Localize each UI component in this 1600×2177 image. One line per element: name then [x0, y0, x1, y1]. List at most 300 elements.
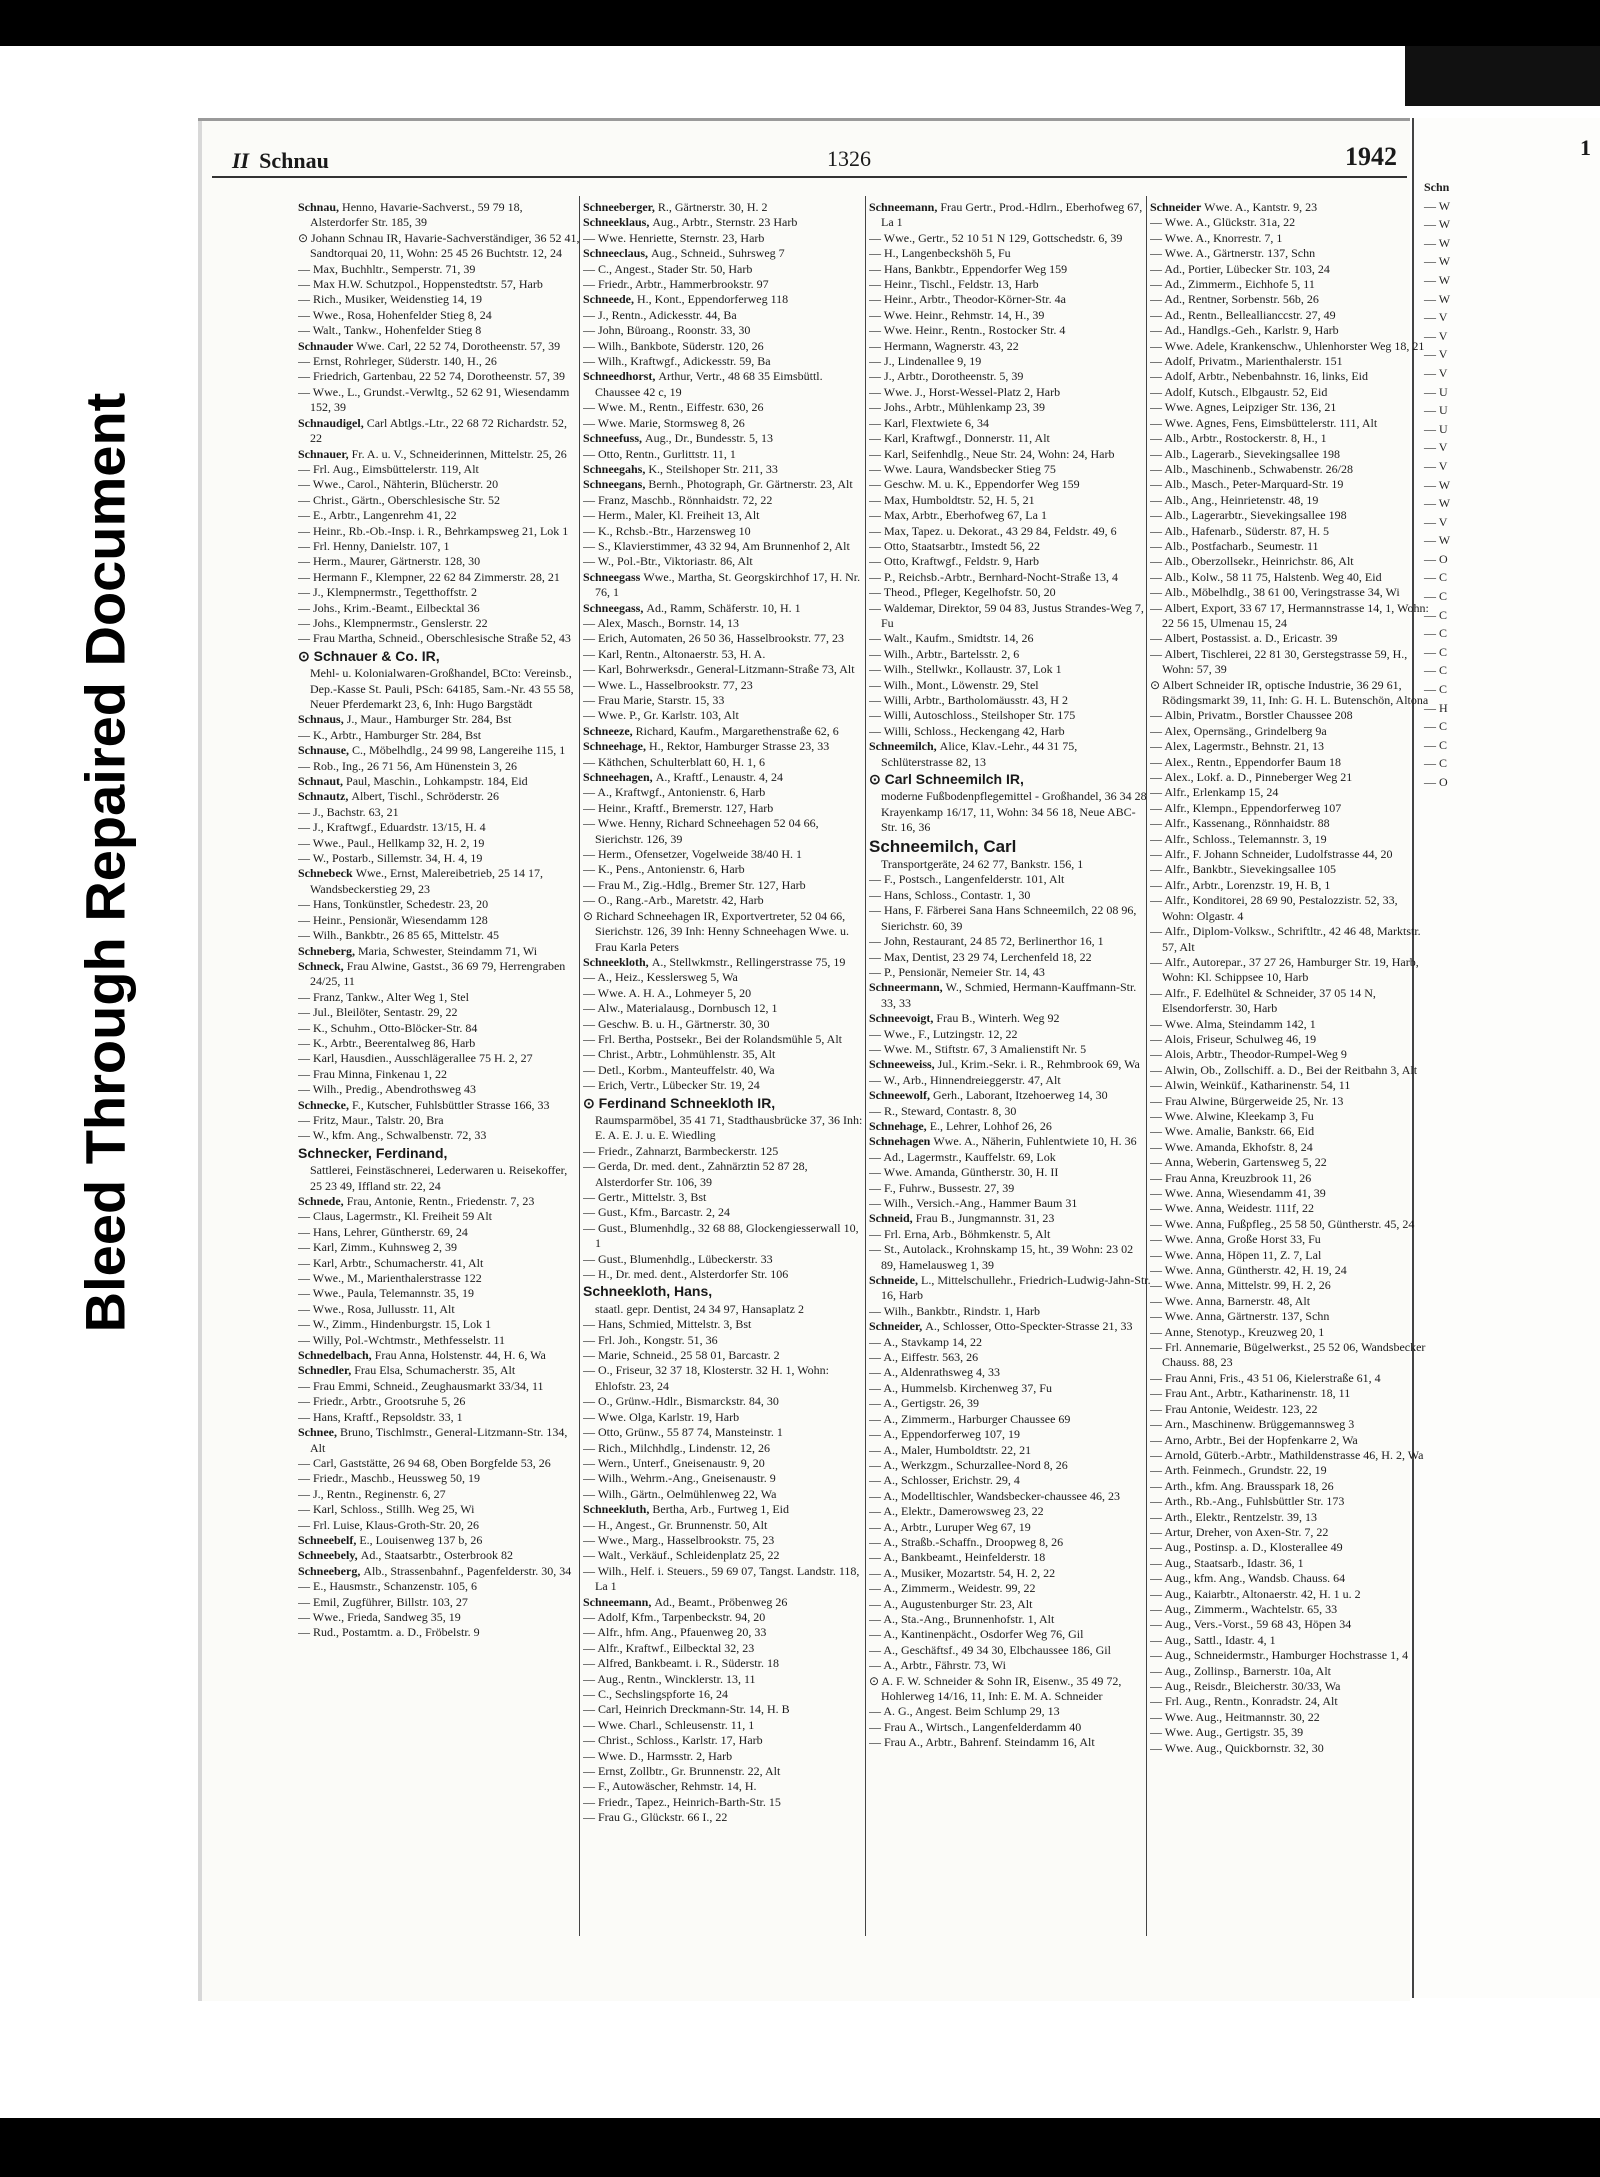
next-page-line: — C — [1424, 737, 1448, 752]
directory-entry — [869, 1674, 1151, 1705]
entry-details: — Alb., Lagerarbtr., Sievekingsallee 198 — [1150, 508, 1347, 523]
entry-details: — Alb., Postfacharb., Seumestr. 11 — [1150, 538, 1319, 553]
entry-details: — Aug., Sattl., Idastr. 4, 1 — [1150, 1632, 1276, 1647]
directory-entry — [298, 1333, 580, 1348]
directory-entry — [583, 1518, 865, 1533]
directory-entry — [869, 431, 1151, 446]
directory-entry — [583, 1672, 865, 1687]
entry-details: — Alb., Ang., Heinrietenstr. 48, 19 — [1150, 492, 1319, 507]
directory-entry — [869, 277, 1151, 292]
entry-details: — Hans, Bankbtr., Eppendorfer Weg 159 — [869, 261, 1068, 276]
directory-entry — [298, 805, 580, 820]
entry-details: — Alb., Oberzollsekr., Heinrichstr. 86, Alt — [1150, 554, 1354, 569]
directory-entry — [1150, 1309, 1432, 1324]
entry-surname: Schneider, — [869, 1319, 926, 1334]
next-page-line: — W — [1424, 254, 1451, 269]
entry-details: — S., Klavierstimmer, 43 32 94, Am Brunnenhof 2, Alt — [583, 538, 850, 553]
directory-entry — [298, 1487, 580, 1502]
directory-entry — [583, 400, 865, 415]
directory-entry — [298, 369, 580, 384]
directory-entry — [1150, 847, 1432, 862]
entry-details: — K., Schuhm., Otto-Blöcker-Str. 84 — [298, 1020, 478, 1035]
entry-details: — Wwe. A., Gärtnerstr. 137, Schn — [1150, 246, 1316, 261]
directory-entry — [583, 739, 865, 754]
entry-details: — H., Dr. med. dent., Alsterdorfer Str. 106 — [583, 1267, 789, 1282]
directory-entry — [583, 354, 865, 369]
entry-details: Frau Gertr., Prod.-Hdlrn., Eberhofweg 67, La 1 — [881, 200, 1143, 230]
next-page-number-fragment: 1 — [1580, 135, 1591, 160]
next-page-line: — W — [1424, 198, 1451, 213]
directory-entry — [583, 369, 865, 400]
entry-details: — K., Rchsb.-Btr., Harzensweg 10 — [583, 523, 751, 538]
entry-details: — Wilh., Bankbtr., 26 85 65, Mittelstr. 45 — [298, 928, 499, 943]
directory-entry — [583, 1394, 865, 1409]
directory-entry — [869, 1489, 1151, 1504]
directory-entry — [869, 246, 1151, 261]
running-head — [232, 148, 329, 174]
entry-details: — Alex, Lagermstr., Behnstr. 21, 13 — [1150, 739, 1324, 754]
directory-entry — [869, 1473, 1151, 1488]
entry-details: Ad., Beamt., Pröbenweg 26 — [654, 1594, 788, 1609]
entry-details: — Gust., Kfm., Barcastr. 2, 24 — [583, 1205, 730, 1220]
directory-entry — [298, 1098, 580, 1113]
entry-details: Frau B., Jungmannstr. 31, 23 — [915, 1211, 1055, 1226]
entry-details: — P., Pensionär, Nemeier Str. 14, 43 — [869, 964, 1045, 979]
entry-details: — Karl, Rentn., Altonaerstr. 53, H. A. — [583, 646, 766, 661]
entry-details: J., Maur., Hamburger Str. 284, Bst — [346, 712, 512, 727]
entry-details: — Arth., Rb.-Ang., Fuhlsbüttler Str. 173 — [1150, 1494, 1345, 1509]
entry-details: — Wwe. Henriette, Sternstr. 23, Harb — [583, 230, 765, 245]
directory-entry — [1150, 770, 1432, 785]
entry-details: — Arn., Maschinenw. Brüggemannsweg 3 — [1150, 1417, 1355, 1432]
entry-details: Paul, Maschin., Lohkampstr. 184, Eid — [346, 774, 528, 789]
firm-heading: Schneekloth, Hans, — [583, 1283, 713, 1300]
entry-details: — Ad., Rentner, Sorbenstr. 56b, 26 — [1150, 292, 1319, 307]
entry-details: — Arno, Arbtr., Bei der Hopfenkarre 2, Wa — [1150, 1432, 1358, 1447]
entry-details: A., Schlosser, Otto-Speckter-Strasse 21, 33 — [925, 1319, 1133, 1334]
directory-entry — [869, 1520, 1151, 1535]
directory-entry — [298, 728, 580, 743]
entry-surname: Schneehagen, — [583, 770, 656, 785]
entry-details: — Alois, Friseur, Schulweg 46, 19 — [1150, 1031, 1317, 1046]
entry-details: — Wwe. Charl., Schleusenstr. 11, 1 — [583, 1717, 755, 1732]
entry-surname: Schnauder — [298, 338, 357, 353]
entry-details: — Wwe. Agnes, Fens, Eimsbüttelerstr. 111, Alt — [1150, 415, 1378, 430]
entry-details: — Frl. Bertha, Postsekr., Bei der Rolandsmühle 5, Alt — [583, 1031, 842, 1046]
directory-entry — [869, 772, 1151, 836]
directory-entry — [583, 785, 865, 800]
directory-entry — [583, 1779, 865, 1794]
directory-entry — [583, 616, 865, 631]
entry-details: — Gerda, Dr. med. dent., Zahnärztin 52 87 28, Alsterdorfer Str. 106, 39 — [583, 1159, 808, 1189]
directory-entry — [869, 493, 1151, 508]
directory-entry — [1150, 369, 1432, 384]
entry-details: A., Kraftf., Lenaustr. 4, 24 — [655, 770, 783, 785]
directory-entry — [869, 601, 1151, 632]
entry-details: — Johs., Arbtr., Mühlenkamp 23, 39 — [869, 400, 1045, 415]
directory-entry — [298, 323, 580, 338]
directory-entry — [583, 1001, 865, 1016]
entry-details: K., Steilshoper Str. 211, 33 — [648, 461, 778, 476]
entry-details: — Wwe. Anna, Güntherstr. 42, H. 19, 24 — [1150, 1263, 1347, 1278]
directory-entry — [583, 1471, 865, 1486]
entry-details: Mehl- u. Kolonialwaren-Großhandel, BCto: Vereinsb., Dep.-Kasse St. Pauli, PSch: 64185, Sam.-Nr. 43 55 58, Neuer Pferdemarkt 23, 6, Inh: Hugo Bargstädt — [310, 666, 574, 711]
directory-entry — [869, 1196, 1151, 1211]
directory-entry — [869, 1658, 1151, 1673]
entry-details: — O., Rang.-Arb., Maretstr. 42, Harb — [583, 893, 764, 908]
directory-entry — [583, 1764, 865, 1779]
directory-entry — [583, 1625, 865, 1640]
entry-details: — Erich, Automaten, 26 50 36, Hasselbrookstr. 77, 23 — [583, 631, 844, 646]
entry-details: — J., Kraftwgf., Eduardstr. 13/15, H. 4 — [298, 820, 486, 835]
entry-details: — Max, Buchhltr., Semperstr. 71, 39 — [298, 261, 476, 276]
directory-entry — [1150, 200, 1432, 215]
directory-entry — [298, 277, 580, 292]
next-page-line: — V — [1424, 458, 1448, 473]
directory-entry — [1150, 1371, 1432, 1386]
entry-details: Alice, Klav.-Lehr., 44 31 75, Schlüterstrasse 82, 13 — [881, 739, 1078, 769]
directory-entry — [869, 323, 1151, 338]
directory-entry — [1150, 1248, 1432, 1263]
directory-entry — [583, 862, 865, 877]
entry-details: — Alb., Maschinenb., Schwabenstr. 26/28 — [1150, 461, 1353, 476]
directory-entry — [1150, 631, 1432, 646]
directory-entry — [583, 1410, 865, 1425]
directory-entry — [869, 1042, 1151, 1057]
entry-surname: Schneebely, — [298, 1548, 361, 1563]
directory-entry — [869, 1566, 1151, 1581]
entry-details: — Aug., Vers.-Vorst., 59 68 43, Höpen 34 — [1150, 1617, 1352, 1632]
entry-details: — Karl, Kraftwgf., Donnerstr. 11, Alt — [869, 431, 1050, 446]
entry-details: W., Schmied, Hermann-Kauffmann-Str. 33, 33 — [881, 980, 1137, 1010]
directory-entry — [298, 1225, 580, 1240]
entry-details: — A., Schlosser, Erichstr. 29, 4 — [869, 1473, 1020, 1488]
entry-details: — Hermann, Wagnerstr. 43, 22 — [869, 338, 1019, 353]
directory-entry — [1150, 231, 1432, 246]
entry-details: — Waldemar, Direktor, 59 04 83, Justus Strandes-Weg 7, Fu — [869, 600, 1144, 630]
entry-details: — Wilh., Bankbtr., Rindstr. 1, Harb — [869, 1303, 1040, 1318]
directory-entry — [583, 308, 865, 323]
directory-entry — [869, 539, 1151, 554]
directory-entry — [1150, 1463, 1432, 1478]
entry-details: — A., Straßb.-Schaffn., Droopweg 8, 26 — [869, 1534, 1064, 1549]
directory-entry — [869, 1073, 1151, 1088]
entry-surname: Schnebeck — [298, 866, 356, 881]
directory-entry — [298, 928, 580, 943]
entry-details: — Alfr., hfm. Ang., Pfauenweg 20, 33 — [583, 1625, 767, 1640]
entry-details: — Wwe. M., Rentn., Eiffestr. 630, 26 — [583, 400, 764, 415]
entry-details: — Ad., Portier, Lübecker Str. 103, 24 — [1150, 261, 1330, 276]
entry-details: — Friedrich, Gartenbau, 22 52 74, Dorotheenstr. 57, 39 — [298, 369, 565, 384]
entry-details: — Anne, Stenotyp., Kreuzweg 20, 1 — [1150, 1324, 1325, 1339]
directory-entry — [1150, 1571, 1432, 1586]
directory-entry — [583, 847, 865, 862]
directory-entry — [869, 1165, 1151, 1180]
directory-entry — [869, 1704, 1151, 1719]
entry-surname: Schnaudigel, — [298, 415, 367, 430]
directory-entry — [298, 759, 580, 774]
directory-entry — [1150, 585, 1432, 600]
directory-entry — [583, 986, 865, 1001]
entry-details: — Frau Emmi, Schneid., Zeughausmarkt 33/34, 11 — [298, 1378, 544, 1393]
directory-entry — [1150, 1325, 1432, 1340]
entry-details: — A., Aldenrathsweg 4, 33 — [869, 1365, 1000, 1380]
entry-details: Frau B., Winterh. Weg 92 — [936, 1011, 1060, 1026]
entry-details: — Wwe. P., Gr. Karlstr. 103, Alt — [583, 708, 739, 723]
directory-entry — [298, 385, 580, 416]
entry-surname: Schneekluth, — [583, 1502, 653, 1517]
directory-entry — [583, 1190, 865, 1205]
entry-details: — Wwe. Agnes, Leipziger Str. 136, 21 — [1150, 400, 1337, 415]
directory-entry — [298, 1348, 580, 1363]
directory-entry — [869, 724, 1151, 739]
entry-details: — Hans, F. Färberei Sana Hans Schneemilch, 22 08 96, Sierichstr. 60, 39 — [869, 903, 1137, 933]
directory-entry — [1150, 785, 1432, 800]
entry-details: — Frau G., Glückstr. 66 I., 22 — [583, 1810, 728, 1825]
directory-entry — [583, 323, 865, 338]
directory-entry — [583, 1159, 865, 1190]
directory-entry — [583, 1252, 865, 1267]
entry-details: — Franz, Maschb., Rönnhaidstr. 72, 22 — [583, 492, 773, 507]
entry-details: — Frau Anni, Fris., 43 51 06, Kielerstraße 61, 4 — [1150, 1370, 1381, 1385]
directory-entry — [583, 1548, 865, 1563]
entry-details: — Franz, Tankw., Alter Weg 1, Stel — [298, 989, 469, 1004]
entry-details: — Wwe., Gertr., 52 10 51 N 129, Gottschedstr. 6, 39 — [869, 230, 1123, 245]
entry-details: — Wwe. Anna, Mittelstr. 99, H. 2, 26 — [1150, 1278, 1331, 1293]
entry-surname: Schneeklaus, — [583, 215, 653, 230]
directory-entry — [869, 950, 1151, 965]
entry-details: — Wwe. J., Horst-Wessel-Platz 2, Harb — [869, 384, 1061, 399]
directory-entry — [869, 554, 1151, 569]
entry-details: — Adolf, Kutsch., Elbgaustr. 52, Eid — [1150, 384, 1328, 399]
entry-surname: Schneehage, — [583, 739, 649, 754]
entry-details: — Alfr., F. Johann Schneider, Ludolfstrasse 44, 20 — [1150, 847, 1393, 862]
entry-details: — P., Reichsb.-Arbtr., Bernhard-Nocht-Straße 13, 4 — [869, 569, 1118, 584]
directory-entry — [869, 1088, 1151, 1103]
directory-entry — [1150, 1094, 1432, 1109]
directory-entry — [869, 631, 1151, 646]
entry-details: — A., Zimmerm., Weidestr. 99, 22 — [869, 1581, 1036, 1596]
directory-entry — [298, 836, 580, 851]
entry-details: — Friedr., Maschb., Heussweg 50, 19 — [298, 1471, 480, 1486]
entry-details: — Friedr., Zahnarzt, Barmbeckerstr. 125 — [583, 1143, 779, 1158]
entry-details: Frau Elsa, Schumacherstr. 35, Alt — [354, 1363, 516, 1378]
directory-entry — [869, 400, 1151, 415]
entry-details: Aug., Dr., Bundesstr. 5, 13 — [645, 431, 774, 446]
directory-entry — [298, 774, 580, 789]
directory-entry — [583, 1078, 865, 1093]
entry-details: — Wwe., M., Marienthalerstrasse 122 — [298, 1271, 482, 1286]
entry-surname: Schnee, — [298, 1425, 340, 1440]
directory-entry — [583, 539, 865, 554]
entry-details: — H., Angest., Gr. Brunnenstr. 50, Alt — [583, 1517, 768, 1532]
directory-entry — [869, 1643, 1151, 1658]
directory-entry — [298, 601, 580, 616]
next-page-line: — W — [1424, 235, 1451, 250]
entry-details: — Max, Dentist, 23 29 74, Lerchenfeld 18, 22 — [869, 949, 1092, 964]
entry-details: E., Louisenweg 137 b, 26 — [359, 1532, 483, 1547]
entry-details: — Alb., Hafenarb., Süderstr. 87, H. 5 — [1150, 523, 1329, 538]
entry-details: — A., Elektr., Damerowsweg 23, 22 — [869, 1504, 1044, 1519]
entry-details: — Adolf, Arbtr., Nebenbahnstr. 16, links, Eid — [1150, 369, 1368, 384]
directory-entry — [1150, 1155, 1432, 1170]
entry-details: — Wwe. Henny, Richard Schneehagen 52 04 66, Sierichstr. 126, 39 — [583, 816, 819, 846]
entry-details: Wwe. A., Näherin, Fuhlentwiete 10, H. 36 — [933, 1134, 1137, 1149]
next-page-line: — W — [1424, 291, 1451, 306]
directory-entry — [583, 816, 865, 847]
entry-details: — Otto, Rentn., Gurlittstr. 11, 1 — [583, 446, 736, 461]
directory-entry — [869, 1134, 1151, 1149]
directory-entry — [869, 980, 1151, 1011]
directory-entry — [869, 1381, 1151, 1396]
entry-surname: Schneberg, — [298, 943, 358, 958]
entry-details: — Ad., Zimmerm., Eichhofe 5, 11 — [1150, 277, 1315, 292]
entry-details: — Wwe. Marie, Stormsweg 8, 26 — [583, 415, 745, 430]
entry-details: — Alfr., Kraftwf., Eilbecktal 32, 23 — [583, 1640, 755, 1655]
entry-details: — Aug., Schneidermstr., Hamburger Hochstrasse 1, 4 — [1150, 1648, 1409, 1663]
directory-entry — [1150, 986, 1432, 1017]
entry-details: Ad., Staatsarbtr., Osterbrook 82 — [360, 1548, 513, 1563]
entry-details: — Wwe. A., Knorrestr. 7, 1 — [1150, 230, 1283, 245]
entry-details: — Wwe. A. H. A., Lohmeyer 5, 20 — [583, 985, 752, 1000]
directory-entry — [869, 524, 1151, 539]
entry-details: — Wwe., L., Grundst.-Verwltg., 52 62 91, Wiesendamm 152, 39 — [298, 384, 570, 415]
entry-details: — Walt., Kaufm., Smidtstr. 14, 26 — [869, 631, 1034, 646]
directory-entry — [1150, 277, 1432, 292]
entry-details: — John, Büroang., Roonstr. 33, 30 — [583, 323, 751, 338]
entry-details: Transportgeräte, 24 62 77, Bankstr. 156, 1 — [881, 857, 1084, 872]
directory-entry — [1150, 1617, 1432, 1632]
entry-details: — Karl, Bohrwerksdr., General-Litzmann-Straße 73, Alt — [583, 662, 855, 677]
entry-surname: Schnautz, — [298, 789, 352, 804]
entry-surname: Schneid, — [869, 1211, 916, 1226]
directory-entry — [1150, 1386, 1432, 1401]
entry-details: — Alois, Arbtr., Theodor-Rumpel-Weg 9 — [1150, 1047, 1347, 1062]
directory-entry — [1150, 462, 1432, 477]
entry-details: — A., Kraftwgf., Antonienstr. 6, Harb — [583, 785, 766, 800]
entry-details: Ad., Ramm, Schäferstr. 10, H. 1 — [646, 600, 801, 615]
directory-entry — [583, 1656, 865, 1671]
entry-details: — Willi, Autoschloss., Steilshoper Str. 175 — [869, 708, 1076, 723]
entry-details: — Frau Ant., Arbtr., Katharinenstr. 18, 11 — [1150, 1386, 1351, 1401]
entry-details: — Frl. Aug., Eimsbüttelerstr. 119, Alt — [298, 461, 479, 476]
entry-details: — Gust., Blumenhdlg., 32 68 88, Glockengiesserwall 10, 1 — [583, 1220, 859, 1251]
directory-entry — [1150, 1510, 1432, 1525]
entry-details: — Carl, Gaststätte, 26 94 68, Oben Borgfelde 53, 26 — [298, 1455, 551, 1470]
directory-entry — [298, 789, 580, 804]
entry-surname: Schnedler, — [298, 1363, 355, 1378]
directory-entry — [869, 447, 1151, 462]
directory-entry — [1150, 601, 1432, 632]
entry-details: — Geschw. M. u. K., Eppendorfer Weg 159 — [869, 477, 1080, 492]
directory-entry — [1150, 400, 1432, 415]
entry-details: — A., Geschäftsf., 49 34 30, Elbchaussee 186, Gil — [869, 1642, 1111, 1657]
directory-entry — [298, 1240, 580, 1255]
entry-details: — R., Steward, Contastr. 8, 30 — [869, 1103, 1017, 1118]
entry-details: Sattlerei, Feinstäschnerei, Lederwaren u. Reisekoffer, 25 23 49, Iffland str. 22, 24 — [310, 1163, 568, 1193]
directory-entry — [583, 662, 865, 677]
entry-details: — Arth., kfm. Ang. Brausspark 18, 26 — [1150, 1478, 1334, 1493]
entry-details: — Ad., Rentn., Belleallianccstr. 27, 49 — [1150, 307, 1336, 322]
directory-entry — [869, 888, 1151, 903]
directory-entry — [298, 1256, 580, 1271]
entry-surname: Schnede, — [298, 1194, 347, 1208]
entry-details: — Gertr., Mittelstr. 3, Bst — [583, 1190, 707, 1204]
directory-entry — [298, 866, 580, 897]
entry-details: — Alb., Arbtr., Rostockerstr. 8, H., 1 — [1150, 431, 1327, 446]
entry-details: — Wwe. Anna, Weidestr. 111f, 22 — [1150, 1201, 1315, 1216]
directory-entry — [1150, 447, 1432, 462]
directory-entry — [1150, 1710, 1432, 1725]
entry-details: — Karl, Seifenhdlg., Neue Str. 24, Wohn: 24, Harb — [869, 446, 1115, 461]
entry-surname: Schneegans, — [583, 477, 649, 492]
entry-details: — Karl, Flextwiete 6, 34 — [869, 415, 989, 430]
entry-details: — Wwe. Olga, Karlstr. 19, Harb — [583, 1409, 740, 1424]
entry-details: — Gust., Blumenhdlg., Lübeckerstr. 33 — [583, 1251, 773, 1266]
entry-details: — Wwe., Paul., Hellkamp 32, H. 2, 19 — [298, 835, 485, 850]
entry-details: — Rich., Musiker, Weidenstieg 14, 19 — [298, 292, 482, 307]
entry-details: — Wwe., F., Lutzingstr. 12, 22 — [869, 1026, 1018, 1041]
entry-details: — Herm., Ofensetzer, Vogelweide 38/40 H. 1 — [583, 847, 803, 862]
directory-entry — [1150, 1201, 1432, 1216]
directory-entry — [869, 369, 1151, 384]
entry-surname: Schneermann, — [869, 980, 946, 995]
directory-entry — [1150, 1741, 1432, 1756]
directory-entry — [869, 385, 1151, 400]
directory-entry — [298, 1394, 580, 1409]
directory-entry — [298, 1051, 580, 1066]
directory-entry — [1150, 1124, 1432, 1139]
entry-surname: Schneebelf, — [298, 1532, 360, 1547]
next-page-line: — U — [1424, 403, 1448, 418]
entry-details: — Frl. Joh., Kongstr. 51, 36 — [583, 1332, 718, 1347]
entry-details: — Wwe., Rosa, Hohenfelder Stieg 8, 24 — [298, 307, 492, 322]
entry-details: H., Rektor, Hamburger Strasse 23, 33 — [649, 739, 830, 754]
directory-entry — [583, 292, 865, 307]
directory-entry — [869, 1211, 1151, 1226]
entry-details: — Alfr., Arbtr., Lorenzstr. 19, H. B, 1 — [1150, 877, 1331, 892]
directory-entry — [1150, 262, 1432, 277]
entry-details: — Frau Alwine, Bürgerweide 25, Nr. 13 — [1150, 1093, 1344, 1108]
entry-details: — Wwe., Rosa, Jullusstr. 11, Alt — [298, 1301, 455, 1316]
next-page-line: — O — [1424, 551, 1448, 566]
entry-details: — A., Kantinenpächt., Osdorfer Weg 76, Gil — [869, 1627, 1084, 1642]
entry-details: — Wilh., Predig., Abendrothsweg 43 — [298, 1082, 476, 1097]
entry-details: — Karl, Arbtr., Schumacherstr. 41, Alt — [298, 1255, 484, 1270]
entry-details: — Hans, Tonkünstler, Schedestr. 23, 20 — [298, 897, 489, 912]
directory-entry — [1150, 1340, 1432, 1371]
entry-surname: Schnau, — [298, 200, 343, 214]
entry-details: — Alfr., Erlenkamp 15, 24 — [1150, 785, 1279, 800]
directory-entry — [298, 1067, 580, 1082]
next-page-line: — C — [1424, 756, 1448, 771]
directory-entry — [298, 508, 580, 523]
directory-entry — [583, 1795, 865, 1810]
entry-details: Raumsparmöbel, 35 41 71, Stadthausbrücke 37, 36 Inh: E. A. E. J. u. E. Wiedling — [595, 1112, 863, 1143]
directory-entry — [869, 872, 1151, 887]
entry-details: — Carl, Heinrich Dreckmann-Str. 14, H. B — [583, 1702, 790, 1717]
entry-details: — Alex., Rentn., Eppendorfer Baum 18 — [1150, 754, 1341, 769]
entry-details: Maria, Schwester, Steindamm 71, Wi — [358, 943, 538, 958]
entry-details: — Rich., Milchhdlg., Lindenstr. 12, 26 — [583, 1440, 770, 1455]
directory-entry — [298, 1579, 580, 1594]
directory-entry — [298, 1146, 580, 1194]
directory-entry — [1150, 339, 1432, 354]
entry-details: Richard, Kaufm., Margarethenstraße 62, 6 — [635, 723, 839, 738]
entry-details: — Wwe. M., Stiftstr. 67, 3 Amalienstift Nr. 5 — [869, 1041, 1087, 1056]
entry-details: — A., Musiker, Mozartstr. 54, H. 2, 22 — [869, 1565, 1056, 1580]
entry-details: — H., Langenbeckshöh 5, Fu — [869, 246, 1011, 261]
